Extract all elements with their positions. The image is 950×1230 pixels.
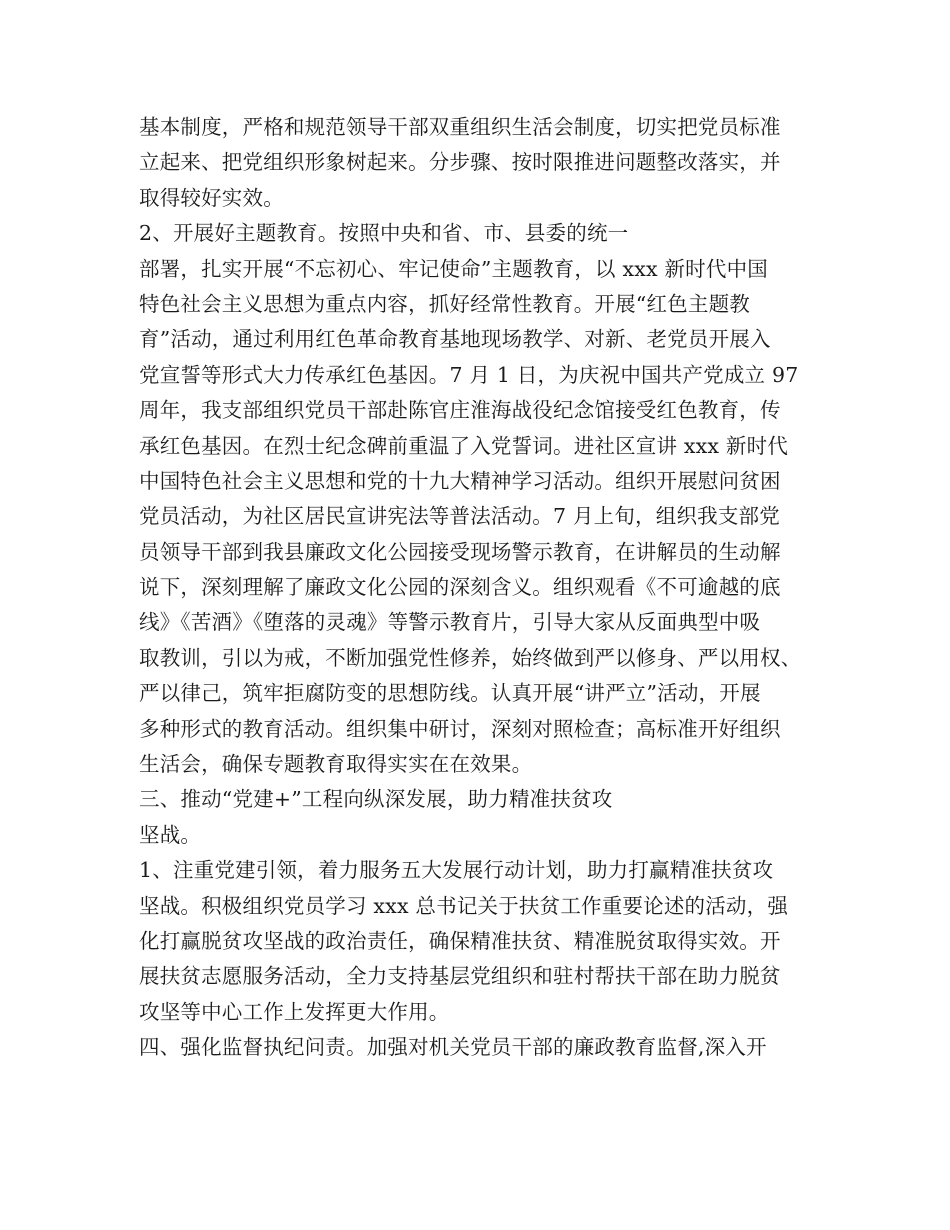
text-line: 化打赢脱贫攻坚战的政治责任，确保精准扶贫、精准脱贫取得实效。开 [139,928,781,953]
text-line: 育”活动，通过利用红色革命教育基地现场教学、对新、老党员开展入 [139,327,771,352]
section-heading: 2、开展好主题教育。按照中央和省、市、县委的统一 [139,221,629,246]
text-line: 严以律己，筑牢拒腐防变的思想防线。认真开展“讲严立”活动，开展 [139,681,761,706]
text-line: 党员活动，为社区居民宣讲宪法等普法活动。7 月上旬，组织我支部党 [139,504,780,529]
text-line: 立起来、把党组织形象树起来。分步骤、按时限推进问题整改落实，并 [139,150,781,175]
text-line: 线》《苦酒》《堕落的灵魂》等警示教育片，引导大家从反面典型中吸 [139,610,761,635]
text-line: 取教训，引以为戒，不断加强党性修养，始终做到严以修身、严以用权、 [139,645,802,670]
section-heading: 四、强化监督执纪问责。加强对机关党员干部的廉政教育监督,深入开 [139,1035,767,1060]
text-line: 坚战。积极组织党员学习 xxx 总书记关于扶贫工作重要论述的活动，强 [139,893,789,918]
text-line: 员领导干部到我县廉政文化公园接受现场警示教育，在讲解员的生动解 [139,539,781,564]
section-heading-continued: 坚战。 [139,822,202,847]
text-line: 特色社会主义思想为重点内容，抓好经常性教育。开展“红色主题教 [139,291,750,316]
text-line: 周年，我支部组织党员干部赴陈官庄淮海战役纪念馆接受红色教育，传 [139,398,781,423]
text-line: 部署，扎实开展“不忘初心、牢记使命”主题教育，以 xxx 新时代中国 [139,256,768,281]
text-line: 承红色基因。在烈士纪念碑前重温了入党誓词。进社区宣讲 xxx 新时代 [139,433,789,458]
text-line: 生活会，确保专题教育取得实实在在效果。 [139,752,533,777]
text-line: 展扶贫志愿服务活动，全力支持基层党组织和驻村帮扶干部在助力脱贫 [139,964,781,989]
text-line: 1、注重党建引领，着力服务五大发展行动计划，助力打赢精准扶贫攻 [139,858,774,883]
section-heading: 三、推动“党建+”工程向纵深发展，助力精准扶贫攻 [139,787,613,812]
body-text [139,110,839,1066]
text-line: 党宣誓等形式大力传承红色基因。7 月 1 日，为庆祝中国共产党成立 97 [139,362,799,387]
text-line: 取得较好实效。 [139,185,284,210]
text-line: 多种形式的教育活动。组织集中研讨，深刻对照检查；高标准开好组织 [139,716,781,741]
text-line: 说下，深刻理解了廉政文化公园的深刻含义。组织观看《不可逾越的底 [139,575,781,600]
text-line: 攻坚等中心工作上发挥更大作用。 [139,999,450,1024]
text-line: 中国特色社会主义思想和党的十九大精神学习活动。组织开展慰问贫困 [139,468,781,493]
text-line: 基本制度，严格和规范领导干部双重组织生活会制度，切实把党员标准 [139,115,781,139]
